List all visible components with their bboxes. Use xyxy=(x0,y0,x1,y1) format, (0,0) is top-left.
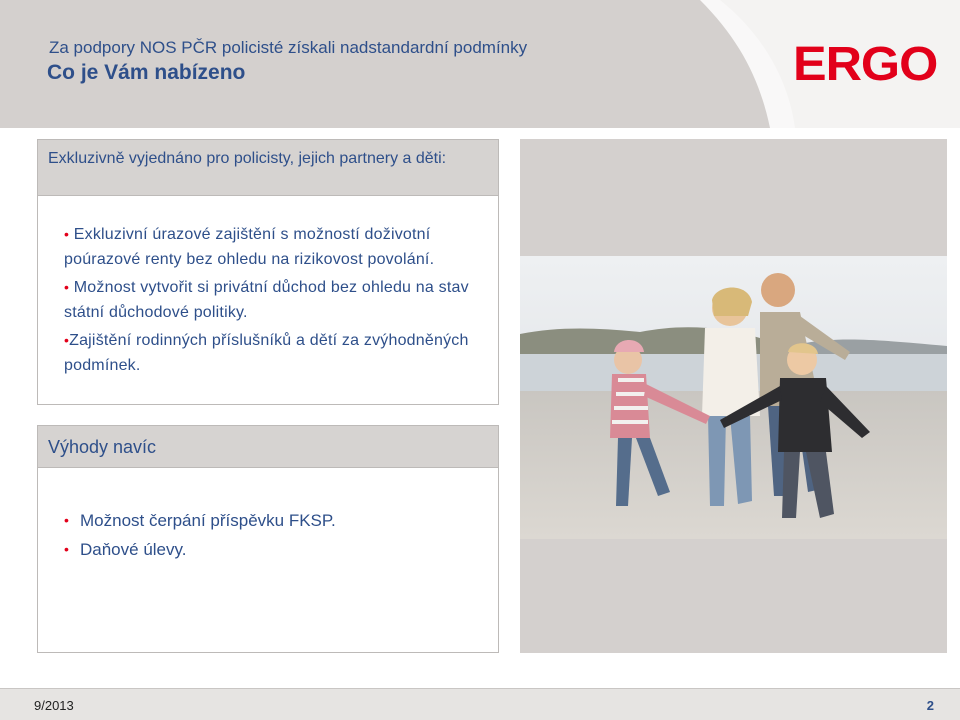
list-item-text: Možnost vytvořit si privátní důchod bez ohledu na stav státní důchodové politiky. xyxy=(64,279,469,321)
slide-footer xyxy=(0,688,960,720)
bullet-icon: • xyxy=(64,279,70,295)
benefits-list xyxy=(38,468,498,564)
list-item xyxy=(64,506,488,535)
ergo-logo: ERGO xyxy=(793,38,938,91)
list-item-text: Daňové úlevy. xyxy=(80,540,187,559)
slide-subtitle: Za podpory NOS PČR policisté získali nadstandardní podmínky xyxy=(49,38,528,57)
list-item xyxy=(64,328,484,378)
list-item xyxy=(64,275,484,325)
list-item-text: Možnost čerpání příspěvku FKSP. xyxy=(80,511,336,530)
list-item xyxy=(64,222,484,272)
photo-frame xyxy=(520,139,947,653)
bullet-icon: • xyxy=(64,541,69,557)
slide-header xyxy=(0,0,960,128)
benefits-panel xyxy=(37,425,499,653)
list-item-text: Exkluzivní úrazové zajištění s možností doživotní poúrazové renty bez ohledu na rizikovost povolání. xyxy=(64,226,435,268)
list-item-text: Zajištění rodinných příslušníků a dětí za zvýhodněných podmínek. xyxy=(64,332,469,374)
offer-list xyxy=(38,196,498,378)
offer-panel-heading: Exkluzivně vyjednáno pro policisty, jejich partnery a děti: xyxy=(38,140,498,196)
list-item xyxy=(64,535,488,564)
bullet-icon: • xyxy=(64,512,69,528)
page-number: 2 xyxy=(926,698,934,713)
bullet-icon: • xyxy=(64,332,70,348)
benefits-panel-heading: Výhody navíc xyxy=(38,426,498,468)
bullet-icon: • xyxy=(64,226,70,242)
slide-title: Co je Vám nabízeno xyxy=(47,61,246,84)
offer-panel xyxy=(37,139,499,405)
family-beach-photo xyxy=(520,256,947,539)
footer-date: 9/2013 xyxy=(34,698,74,713)
